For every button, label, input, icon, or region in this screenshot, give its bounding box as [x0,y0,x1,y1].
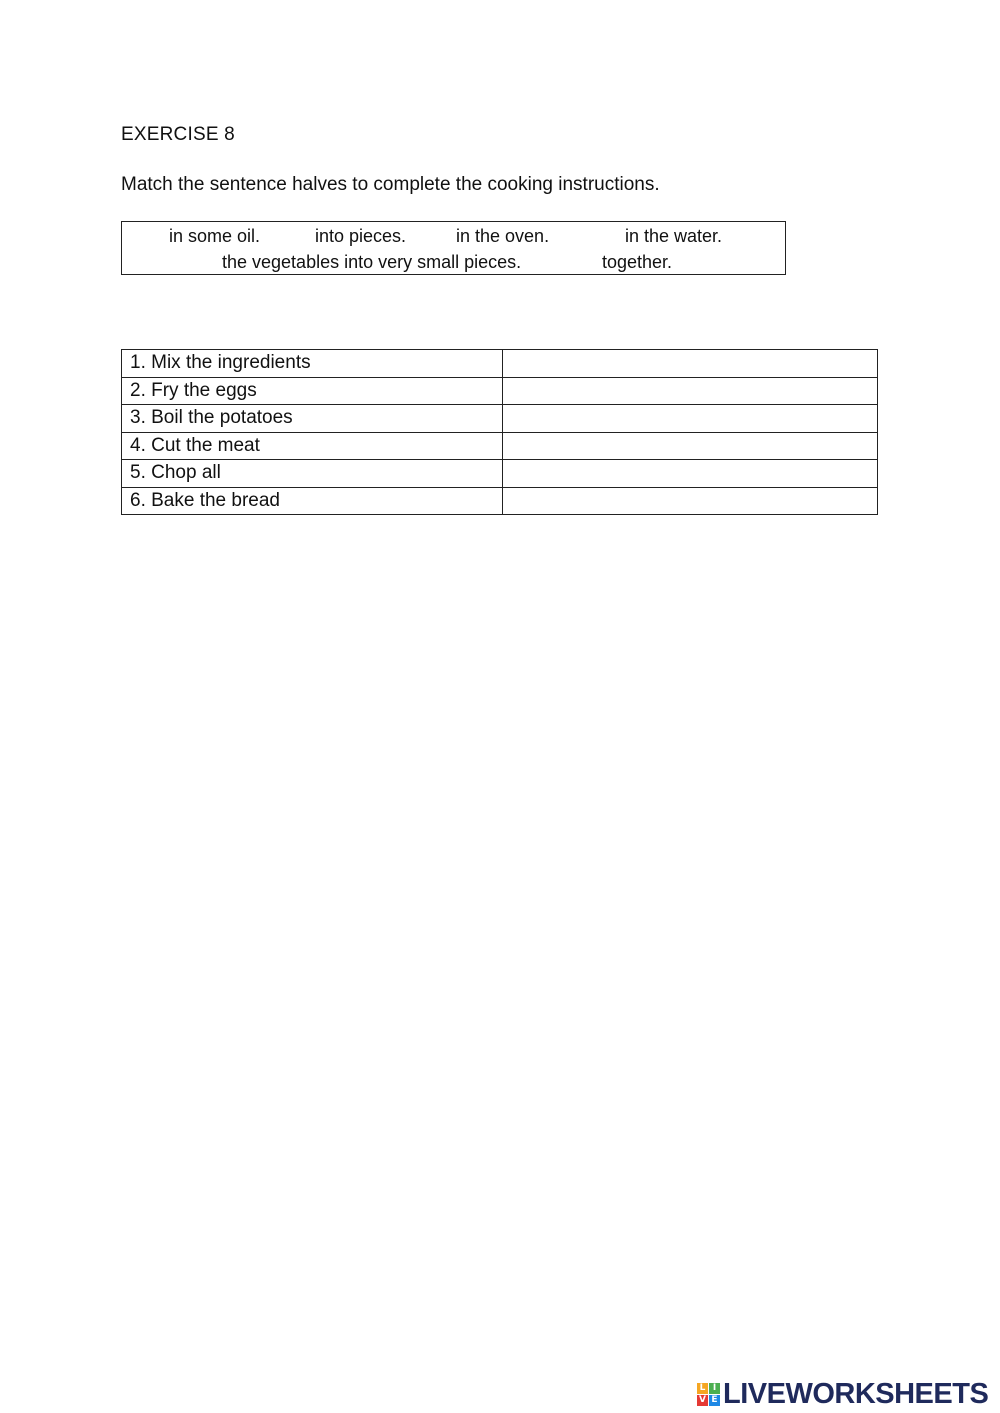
word-bank-item[interactable]: together. [602,252,673,272]
table-row [122,432,878,460]
sentence-start: 3. Boil the potatoes [122,405,503,433]
sentence-start: 1. Mix the ingredients [122,350,503,378]
table-row [122,350,878,378]
logo-mark-letter: I [709,1383,720,1394]
answer-drop-cell[interactable] [503,350,878,378]
answer-drop-cell[interactable] [503,487,878,515]
logo-mark-letter: V [697,1395,708,1406]
word-bank-box [121,221,786,275]
instructions-text: Match the sentence halves to complete the cooking instructions. [121,174,660,195]
sentence-start: 2. Fry the eggs [122,377,503,405]
logo-mark-letter: L [697,1383,708,1394]
word-bank-item[interactable]: in the water. [625,226,723,246]
word-bank-item[interactable]: in some oil. [169,226,261,246]
answer-drop-cell[interactable] [503,460,878,488]
answer-drop-cell[interactable] [503,377,878,405]
table-row [122,487,878,515]
sentence-start: 5. Chop all [122,460,503,488]
logo-mark-icon [697,1383,720,1406]
word-bank-item[interactable]: the vegetables into very small pieces. [222,252,522,272]
matching-table [121,349,878,515]
table-row [122,460,878,488]
logo-text: LIVEWORKSHEETS [723,1377,989,1410]
answer-drop-cell[interactable] [503,405,878,433]
table-row [122,405,878,433]
table-row [122,377,878,405]
liveworksheets-logo [697,1378,988,1410]
answer-drop-cell[interactable] [503,432,878,460]
word-bank-item[interactable]: into pieces. [315,226,407,246]
word-bank-item[interactable]: in the oven. [456,226,550,246]
exercise-title: EXERCISE 8 [121,124,235,145]
logo-mark-letter: E [709,1395,720,1406]
sentence-start: 6. Bake the bread [122,487,503,515]
sentence-start: 4. Cut the meat [122,432,503,460]
